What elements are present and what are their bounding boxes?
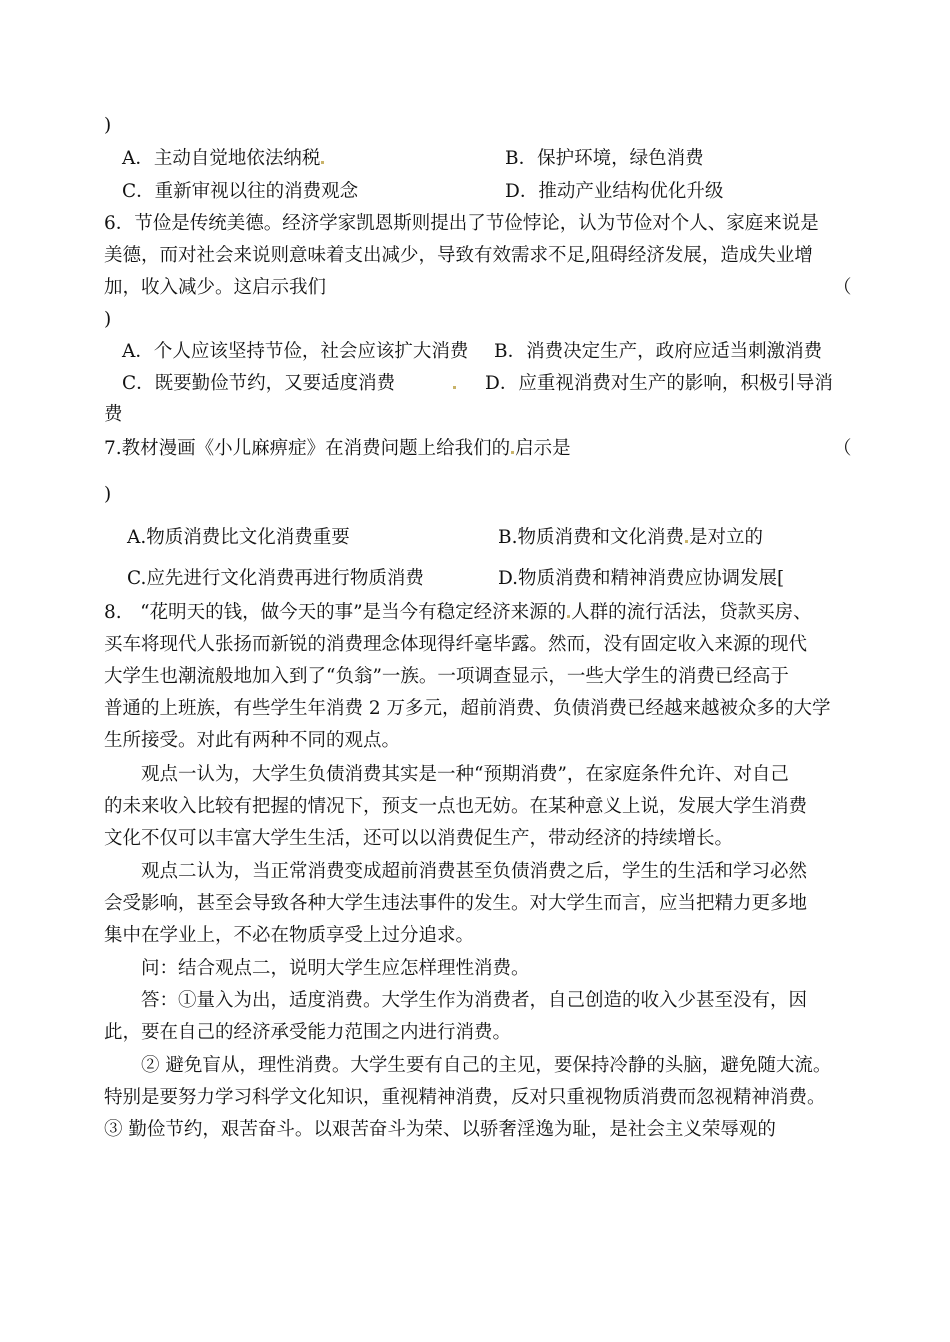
stray-dot bbox=[321, 161, 324, 164]
answer-2-line-1: ② 避免盲从，理性消费。大学生要有自己的主见，要保持冷静的头脑，避免随大流。 bbox=[141, 1055, 832, 1076]
q8-para-line-1: 8. “花明天的钱，做今天的事”是当今有稳定经济来源的 人群的流行活法，贷款买房、 bbox=[104, 602, 812, 623]
q5-option-a: A．主动自觉地依法纳税 bbox=[122, 146, 325, 172]
q6-open-paren: （ bbox=[833, 277, 852, 298]
question-text: 问：结合观点二，说明大学生应怎样理性消费。 bbox=[141, 958, 530, 979]
q8-para-line-3: 大学生也潮流般地加入到了“负翁”一族。一项调查显示，一些大学生的消费已经高于 bbox=[104, 666, 789, 687]
q7-option-c: C.应先进行文化消费再进行物质消费 bbox=[127, 568, 424, 589]
q8-para-line-2: 买车将现代人张扬而新锐的消费理念体现得纤毫毕露。然而，没有固定收入来源的现代 bbox=[104, 634, 808, 655]
answer-1-line-1: 答：①量入为出，适度消费。大学生作为消费者，自己创造的收入少甚至没有，因 bbox=[141, 990, 808, 1011]
stray-dot bbox=[453, 386, 456, 389]
q7-option-a: A.物质消费比文化消费重要 bbox=[127, 527, 350, 548]
stray-dot bbox=[685, 540, 688, 543]
stray-dot bbox=[567, 615, 570, 618]
q5-option-b: B．保护环境，绿色消费 bbox=[505, 148, 704, 169]
q8-para-line-4: 普通的上班族，有些学生年消费 2 万多元，超前消费、负债消费已经越来越被众多的大学 bbox=[104, 698, 831, 719]
view-one-line-3: 文化不仅可以丰富大学生生活，还可以以消费促生产，带动经济的持续增长。 bbox=[104, 828, 734, 849]
stray-dot bbox=[511, 451, 514, 454]
q7-option-d: D.物质消费和精神消费应协调发展[ bbox=[498, 568, 785, 589]
q6-stem-line-2: 美德，而对社会来说则意味着支出减少，导致有效需求不足,阻碍经济发展，造成失业增 bbox=[104, 245, 813, 266]
q5-option-d: D．推动产业结构优化升级 bbox=[505, 181, 724, 202]
q7-close-paren: ) bbox=[104, 484, 112, 505]
view-one-line-2: 的未来收入比较有把握的情况下，预支一点也无妨。在某种意义上说，发展大学生消费 bbox=[104, 796, 808, 817]
q6-stem-line-3: 加，收入减少。这启示我们 bbox=[104, 277, 327, 298]
view-one-line-1: 观点一认为，大学生负债消费其实是一种“预期消费”，在家庭条件允许、对自己 bbox=[141, 764, 789, 785]
q6-stem-line-1: 6．节俭是传统美德。经济学家凯恩斯则提出了节俭悖论，认为节俭对个人、家庭来说是 bbox=[104, 213, 819, 234]
q6-close-paren: ) bbox=[104, 309, 112, 330]
answer-2-line-2: 特别是要努力学习科学文化知识，重视精神消费，反对只重视物质消费而忽视精神消费。 bbox=[104, 1087, 826, 1108]
view-two-line-1: 观点二认为，当正常消费变成超前消费甚至负债消费之后，学生的生活和学习必然 bbox=[141, 861, 808, 882]
view-two-line-2: 会受影响，甚至会导致各种大学生违法事件的发生。对大学生而言，应当把精力更多地 bbox=[104, 893, 808, 914]
q7-stem: 7.教材漫画《小儿麻痹症》在消费问题上给我们的 启示是 bbox=[104, 438, 571, 459]
stray-dot-q6 bbox=[452, 371, 457, 397]
q7-option-b: B.物质消费和文化消费 是对立的 bbox=[498, 527, 763, 548]
q8-para-line-5: 生所接受。对此有两种不同的观点。 bbox=[104, 730, 401, 751]
q6-option-d-wrap: 费 bbox=[104, 404, 123, 425]
q5-option-c: C．重新审视以往的消费观念 bbox=[122, 181, 359, 202]
q7-open-paren: （ bbox=[833, 438, 852, 459]
q6-option-a: A．个人应该坚持节俭，社会应该扩大消费 bbox=[122, 341, 469, 362]
answer-1-line-2: 此，要在自己的经济承受能力范围之内进行消费。 bbox=[104, 1022, 512, 1043]
answer-3-line-1: ③ 勤俭节约，艰苦奋斗。以艰苦奋斗为荣、以骄奢淫逸为耻，是社会主义荣辱观的 bbox=[104, 1119, 776, 1140]
q6-option-c: C．既要勤俭节约，又要适度消费 bbox=[122, 373, 396, 394]
q5-close-paren: ) bbox=[104, 115, 112, 136]
view-two-line-3: 集中在学业上，不必在物质享受上过分追求。 bbox=[104, 925, 475, 946]
q6-option-b: B．消费决定生产，政府应适当刺激消费 bbox=[494, 341, 823, 362]
q6-option-d: D．应重视消费对生产的影响，积极引导消 bbox=[485, 373, 833, 394]
